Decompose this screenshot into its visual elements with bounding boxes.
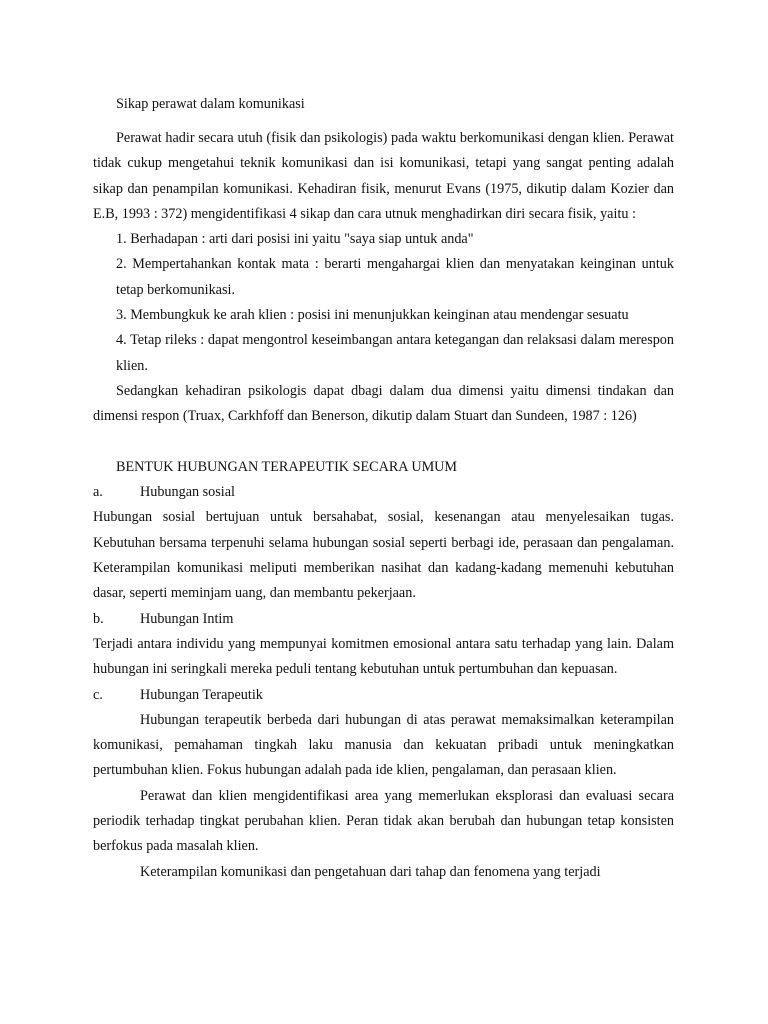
subheading-letter: c.	[93, 686, 103, 703]
subheading-label: Hubungan Terapeutik	[140, 686, 263, 703]
list-item: 4. Tetap rileks : dapat mengontrol keseimbangan antara ketegangan dan relaksasi dalam merespon klien.	[116, 332, 674, 374]
paragraph-hubungan-sosial: Hubungan sosial bertujuan untuk bersahabat, sosial, kesenangan atau menyelesaikan tugas. Kebutuhan bersama terpenuhi selama hubungan sosial seperti berbagi ide, perasaan dan pengalaman. Keterampilan komunikasi meliputi memberikan nasihat dan kadang-kadang memenuhi kebutuhan dasar, seperti meminjam uang, dan membantu pekerjaan.	[93, 509, 674, 602]
paragraph-intro: Perawat hadir secara utuh (fisik dan psikologis) pada waktu berkomunikasi dengan klien. Perawat tidak cukup mengetahui teknik komunikasi dan isi komunikasi, tetapi yang sangat penting adalah sikap dan penampilan komunikasi. Kehadiran fisik, menurut Evans (1975, dikutip dalam Kozier dan E.B, 1993 : 372) mengidentifikasi 4 sikap dan cara utnuk menghadirkan diri secara fisik, yaitu :	[93, 130, 674, 222]
subheading-label: Hubungan sosial	[140, 484, 235, 501]
list-item: 2. Mempertahankan kontak mata : berarti mengahargai klien dan menyatakan keinginan untuk tetap berkomunikasi.	[116, 256, 674, 298]
subheading-hubungan-intim	[93, 607, 674, 632]
subheading-letter: b.	[93, 610, 104, 627]
paragraph-hubungan-intim: Terjadi antara individu yang mempunyai komitmen emosional antara satu terhadap yang lain. Dalam hubungan ini seringkali mereka peduli tentang kebutuhan untuk pertumbuhan dan kepuasan.	[93, 635, 674, 678]
paragraph-terapeutik-1: Hubungan terapeutik berbeda dari hubungan di atas perawat memaksimalkan keterampilan komunikasi, pemahaman tingkah laku manusia dan kekuatan pribadi untuk meningkatkan pertumbuhan klien. Fokus hubungan adalah pada ide klien, pengalaman, dan perasaan klien.	[93, 711, 674, 779]
heading-sikap-perawat: Sikap perawat dalam komunikasi	[116, 96, 305, 112]
list-item: 3. Membungkuk ke arah klien : posisi ini menunjukkan keinginan atau mendengar sesuatu	[116, 307, 629, 324]
paragraph-terapeutik-3: Keterampilan komunikasi dan pengetahuan dari tahap dan fenomena yang terjadi	[140, 863, 601, 880]
blank-line	[93, 430, 674, 455]
paragraph-psikologis: Sedangkan kehadiran psikologis dapat dbagi dalam dua dimensi yaitu dimensi tindakan dan dimensi respon (Truax, Carkhfoff dan Benerson, dikutip dalam Stuart dan Sundeen, 1987 : 126)	[93, 382, 674, 425]
paragraph-terapeutik-2: Perawat dan klien mengidentifikasi area yang memerlukan eksplorasi dan evaluasi secara periodik terhadap tingkat perubahan klien. Peran tidak akan berubah dan hubungan tetap konsisten berfokus pada masalah klien.	[93, 787, 674, 855]
subheading-label: Hubungan Intim	[140, 610, 234, 627]
subheading-hubungan-terapeutik	[93, 683, 674, 708]
attitude-list	[93, 227, 674, 379]
subheading-letter: a.	[93, 484, 103, 501]
list-item: 1. Berhadapan : arti dari posisi ini yaitu "saya siap untuk anda"	[116, 231, 474, 248]
document-page	[93, 92, 674, 885]
subheading-hubungan-sosial	[93, 480, 674, 505]
section-title: BENTUK HUBUNGAN TERAPEUTIK SECARA UMUM	[116, 458, 458, 475]
